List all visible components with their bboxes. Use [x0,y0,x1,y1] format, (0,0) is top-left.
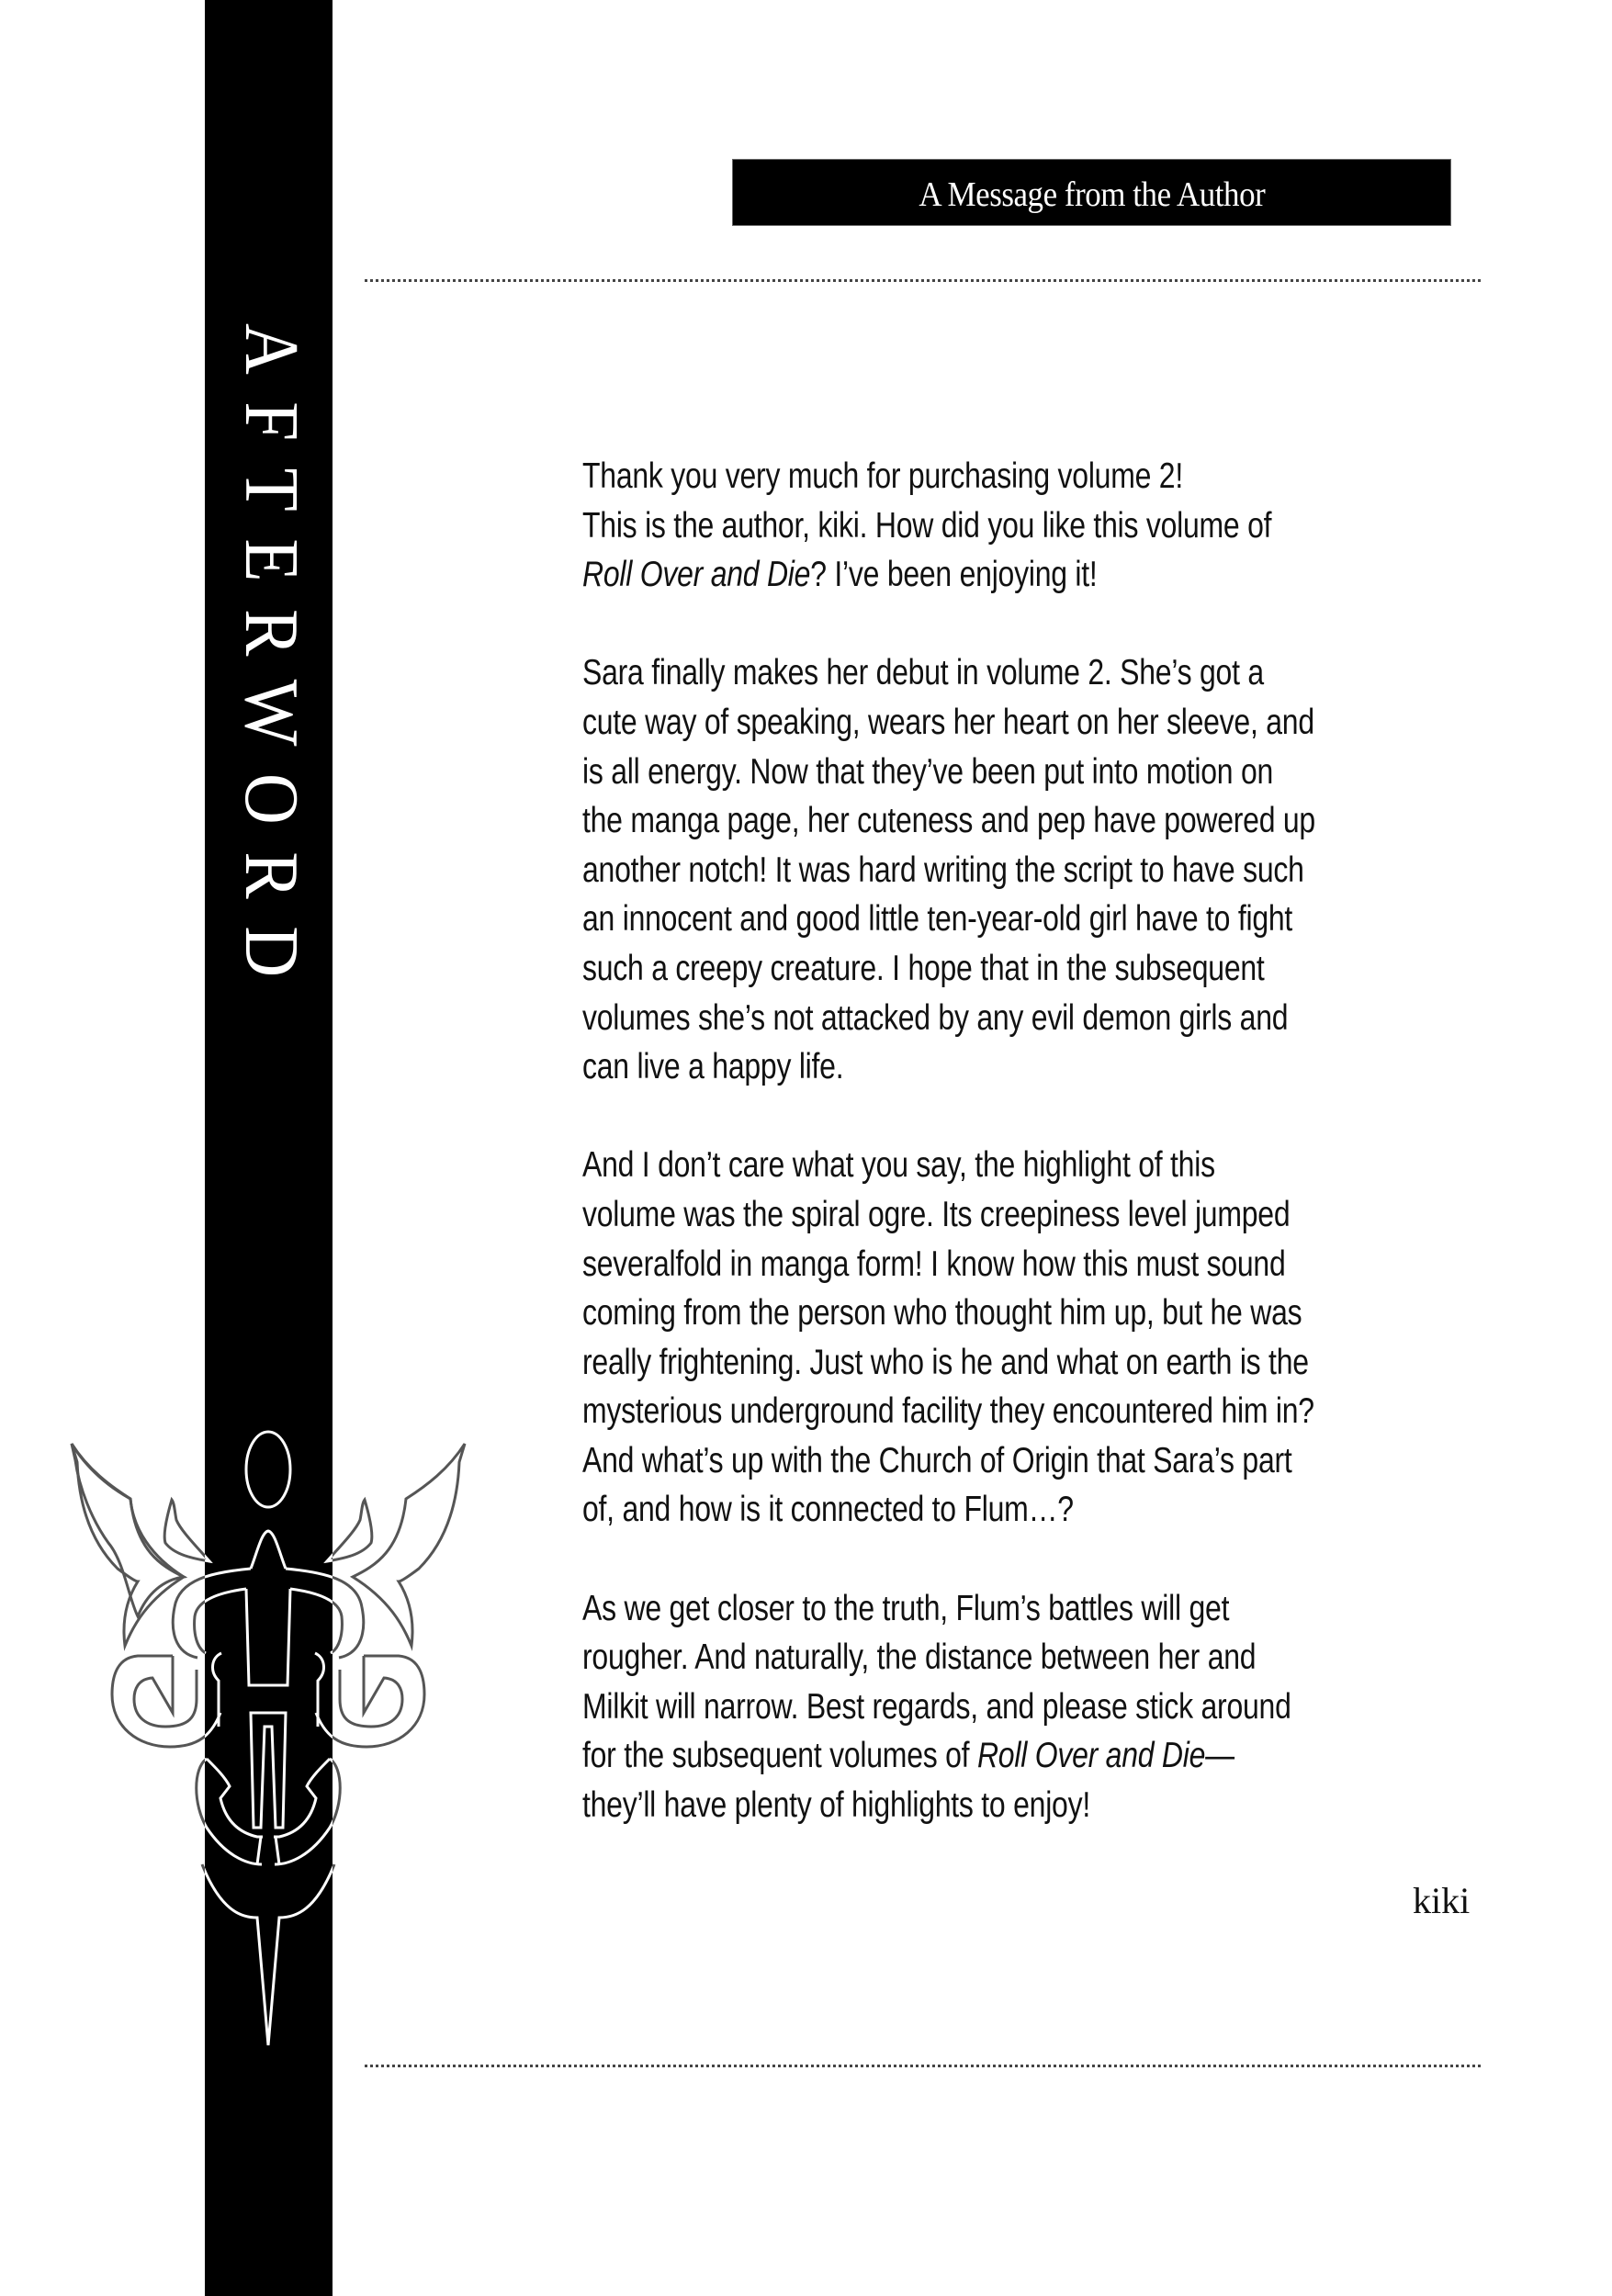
text-line: coming from the person who thought him up, but he was [582,1293,1302,1334]
text-line: the manga page, her cuteness and pep have powered up [582,801,1315,841]
text-line: an innocent and good little ten-year-old girl have to fight [582,899,1293,940]
section-heading: A Message from the Author [919,174,1265,214]
text-line: And I don’t care what you say, the highlight of this [582,1145,1215,1186]
text-line: really frightening. Just who is he and what on earth is the [582,1342,1309,1382]
top-dotted-divider [365,279,1481,282]
text-line: cute way of speaking, wears her heart on her sleeve, and [582,702,1314,742]
bottom-dotted-divider [365,2065,1481,2067]
text-line: This is the author, kiki. How did you like this volume of [582,505,1272,546]
text-line: And what’s up with the Church of Origin that Sara’s part [582,1440,1292,1480]
text-line: such a creepy creature. I hope that in the subsequent [582,948,1265,988]
text-line: Roll Over and Die? I’ve been enjoying it! [582,555,1098,595]
text-line: volume was the spiral ogre. Its creepiness level jumped [582,1194,1291,1234]
text-line: Sara finally makes her debut in volume 2. She’s got a [582,653,1264,693]
text-line: Milkit will narrow. Best regards, and please stick around [582,1686,1291,1727]
text-line: of, and how is it connected to Flum…? [582,1490,1074,1530]
text-line: for the subsequent volumes of Roll Over and Die— [582,1736,1234,1776]
book-title: Roll Over and Die [582,555,811,595]
book-title: Roll Over and Die [976,1736,1206,1776]
text-line: rougher. And naturally, the distance between her and [582,1638,1257,1678]
text-line: mysterious underground facility they encountered him in? [582,1391,1314,1432]
text-line: Thank you very much for purchasing volume 2! [582,456,1183,496]
text-line: severalfold in manga form! I know how this must sound [582,1244,1286,1284]
section-heading-box [732,159,1451,226]
text-line: is all energy. Now that they’ve been put into motion on [582,751,1274,792]
side-banner-title: AFTERWORD [229,323,314,1005]
author-signature: kiki [1413,1880,1471,1921]
text-line: another notch! It was hard writing the script to have such [582,850,1304,890]
text-line: volumes she’s not attacked by any evil demon girls and [582,997,1289,1038]
text-line: can live a happy life. [582,1047,844,1087]
text-line: they’ll have plenty of highlights to enjoy! [582,1785,1090,1826]
text-line: As we get closer to the truth, Flum’s battles will get [582,1588,1230,1628]
afterword-body [582,452,1501,1830]
